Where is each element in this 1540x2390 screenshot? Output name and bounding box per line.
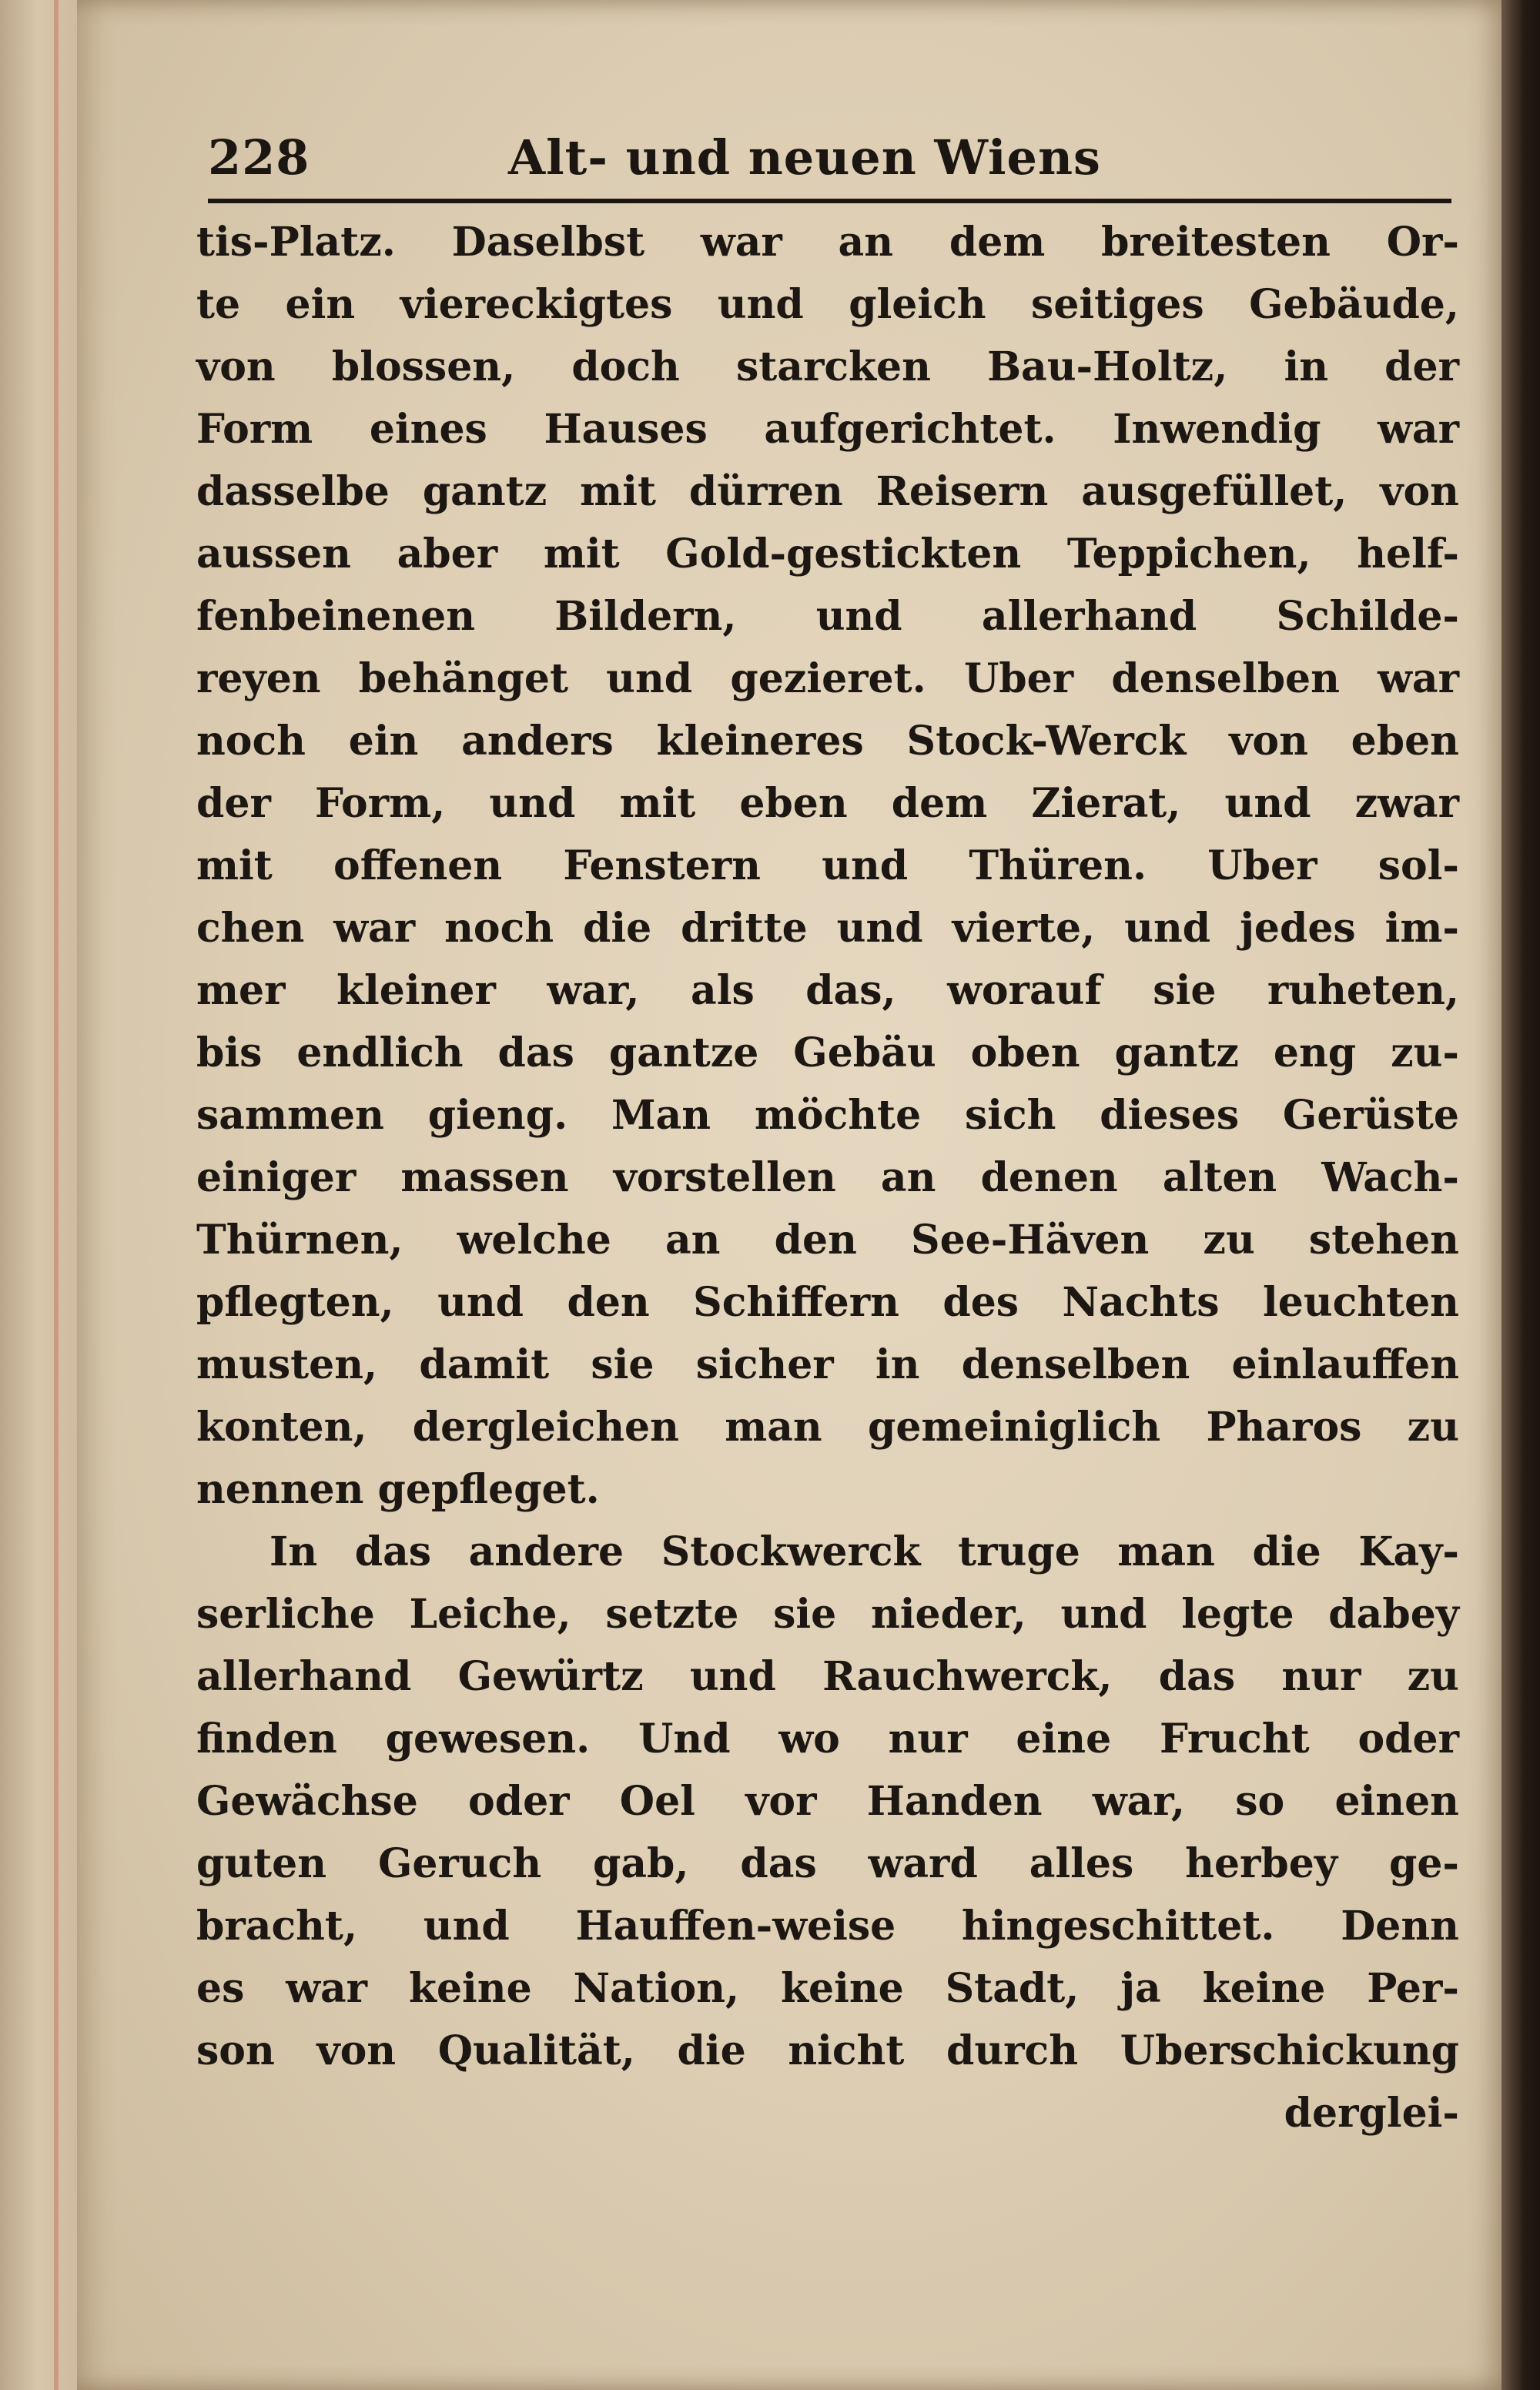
text-line: Gewächse oder Oel vor Handen war, so einen [196, 1778, 1459, 1825]
text-line: te ein viereckigtes und gleich seitiges Gebäude, [196, 281, 1459, 328]
text-line: aussen aber mit Gold-gestickten Teppichen, helf- [196, 531, 1459, 577]
text-line: fenbeinenen Bildern, und allerhand Schilde- [196, 593, 1459, 640]
text-line: reyen behänget und gezieret. Uber denselben war [196, 655, 1459, 702]
text-line: konten, dergleichen man gemeiniglich Pharos zu [196, 1404, 1459, 1451]
left-page-edge [0, 0, 85, 2390]
text-line: bis endlich das gantze Gebäu oben gantz eng zu- [196, 1029, 1459, 1076]
text-line: finden gewesen. Und wo nur eine Frucht oder [196, 1716, 1459, 1762]
body-text [196, 211, 1459, 2144]
text-line: nennen gepfleget. [196, 1466, 600, 1513]
book-cover-edge [1502, 0, 1540, 2390]
text-line: der Form, und mit eben dem Zierat, und zwar [196, 780, 1459, 827]
text-line: mit offenen Fenstern und Thüren. Uber sol- [196, 842, 1459, 889]
text-line: musten, damit sie sicher in denselben einlauffen [196, 1341, 1459, 1388]
text-line: chen war noch die dritte und vierte, und jedes im- [196, 905, 1459, 952]
text-line: mer kleiner war, als das, worauf sie ruheten, [196, 967, 1459, 1014]
text-line: guten Geruch gab, das ward alles herbey ge- [196, 1840, 1459, 1887]
text-line: dasselbe gantz mit dürren Reisern ausgefüllet, von [196, 468, 1459, 515]
page-header [208, 129, 1451, 199]
text-line: es war keine Nation, keine Stadt, ja keine Per- [196, 1965, 1459, 2012]
text-line: sammen gieng. Man möchte sich dieses Gerüste [196, 1092, 1459, 1139]
text-line: son von Qualität, die nicht durch Uberschickung [196, 2027, 1459, 2074]
text-line: In das andere Stockwerck truge man die Kay- [270, 1528, 1459, 1575]
text-line: bracht, und Hauffen-weise hingeschittet. Denn [196, 1903, 1459, 1950]
text-line: Form eines Hauses aufgerichtet. Inwendig war [196, 406, 1459, 453]
text-line: einiger massen vorstellen an denen alten Wach- [196, 1154, 1459, 1201]
text-line: pflegten, und den Schiffern des Nachts leuchten [196, 1279, 1459, 1326]
header-rule [208, 199, 1451, 203]
text-line: Thürnen, welche an den See-Häven zu stehen [196, 1217, 1459, 1264]
text-line: allerhand Gewürtz und Rauchwerck, das nur zu [196, 1653, 1459, 1700]
text-line: tis-Platz. Daselbst war an dem breitesten Or- [196, 219, 1459, 266]
page-number: 228 [208, 129, 310, 186]
running-title: Alt- und neuen Wiens [508, 129, 1101, 186]
text-line: von blossen, doch starcken Bau-Holtz, in der [196, 343, 1459, 390]
text-line: noch ein anders kleineres Stock-Werck von eben [196, 718, 1459, 765]
catchword: derglei- [1284, 2090, 1459, 2137]
text-line: serliche Leiche, setzte sie nieder, und legte dabey [196, 1591, 1459, 1638]
